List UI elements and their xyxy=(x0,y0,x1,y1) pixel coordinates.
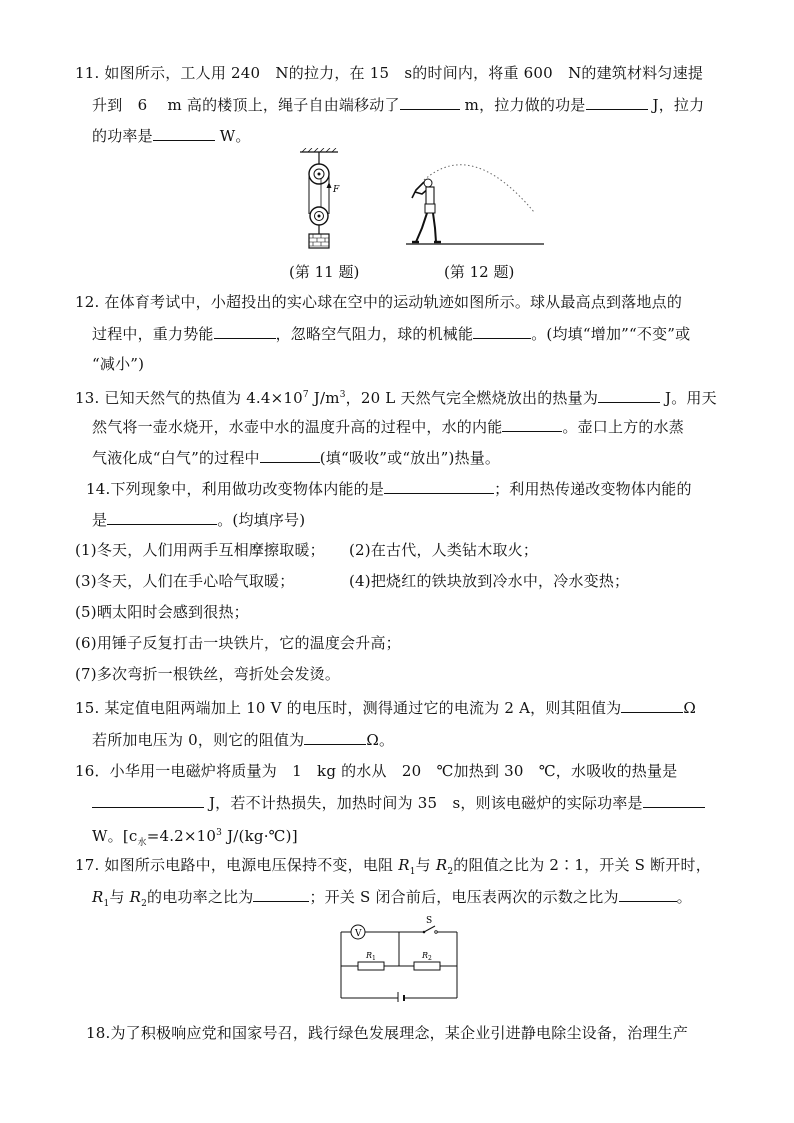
q14-item-4: (4)把烧红的铁块放到冷水中，冷水变热； xyxy=(349,572,630,590)
q12-line2 xyxy=(92,323,690,344)
circuit-diagram xyxy=(336,916,462,1002)
q17-r2-symbol: R xyxy=(435,856,448,874)
q13-line1-text-d: J。用天 xyxy=(660,389,717,407)
q15-line1-unit: Ω xyxy=(683,699,697,717)
q11-line2 xyxy=(92,94,704,115)
q14-item-6: (6)用锤子反复打击一块铁片，它的温度会升高； xyxy=(75,634,401,652)
q11-line3-text-a: 的功率是 xyxy=(92,127,153,145)
q13-exp-7: 7 xyxy=(302,390,309,400)
q14-item-5: (5)晒太阳时会感到很热； xyxy=(75,603,249,621)
q17-line2-text-c: ；开关 S 闭合前后，电压表两次的示数之比为 xyxy=(309,888,619,906)
q17-line2-r1-sub: 1 xyxy=(103,899,110,909)
q15-line2-unit: Ω。 xyxy=(366,731,395,749)
q13-blank-internal-energy[interactable] xyxy=(502,416,562,432)
q15-blank-resistance-zero[interactable] xyxy=(304,729,366,745)
q11-line2-text-b: m，拉力做的功是 xyxy=(459,96,586,114)
force-label: F xyxy=(333,185,340,195)
q17-r1-sub: 1 xyxy=(409,867,416,877)
q13-blank-heat[interactable] xyxy=(598,387,660,403)
q13-line2 xyxy=(92,416,684,437)
pulley-figure xyxy=(298,148,348,252)
q16-line2-text-a: J，若不计热损失，加热时间为 35 s，则该电磁炉的实际功率是 xyxy=(204,794,643,812)
q12-line2-text-c: 。(均填“增加”“不变”或 xyxy=(531,325,691,343)
q17-blank-voltage-ratio[interactable] xyxy=(619,886,677,902)
q11-line3 xyxy=(92,125,251,146)
figure-12-caption: (第 12 题) xyxy=(444,263,515,281)
q14-blank-work[interactable] xyxy=(384,478,494,494)
q14-line1-text-a: 14.下列现象中，利用做功改变物体内能的是 xyxy=(86,480,385,498)
q16-line1: 16．小华用一电磁炉将质量为 1 kg 的水从 20 ℃加热到 30 ℃，水吸收的热量是 xyxy=(75,762,678,780)
q16-line3-text-b: =4.2×10 xyxy=(146,827,217,845)
q14-item-2: (2)在古代，人类钻木取火； xyxy=(349,541,539,559)
q11-line3-text-b: W。 xyxy=(214,127,251,145)
q12-line2-text-a: 过程中，重力势能 xyxy=(92,325,214,343)
q11-blank-work[interactable] xyxy=(586,94,648,110)
q12-blank-mechanical-energy[interactable] xyxy=(473,323,531,339)
q11-line2-text-c: J，拉力 xyxy=(647,96,705,114)
q15-line2 xyxy=(92,729,394,750)
q17-line2-r1-symbol: R xyxy=(92,888,104,906)
q17-line1-text-c: 的阻值之比为 2∶1，开关 S 断开时， xyxy=(453,856,711,874)
q16-sub-water: 水 xyxy=(137,838,147,848)
q14-item-3: (3)冬天，人们在手心哈气取暖； xyxy=(75,572,295,590)
q14-line2 xyxy=(92,509,305,530)
q17-line2-r2-symbol: R xyxy=(129,888,142,906)
voltmeter-symbol: V xyxy=(355,929,362,939)
q14-line2-text-b: 。(均填序号) xyxy=(217,511,306,529)
q12-line2-text-b: ，忽略空气阻力，球的机械能 xyxy=(275,325,474,343)
switch-label: S xyxy=(426,916,433,926)
q16-blank-power[interactable] xyxy=(643,792,705,808)
q11-line1: 11. 如图所示，工人用 240 N的拉力，在 15 s的时间内，将重 600 N的建筑材料匀速提 xyxy=(75,64,704,82)
q13-line1-text-a: 13. 已知天然气的热值为 4.4×10 xyxy=(75,389,303,407)
q16-line3-text-c: J/(kg·℃)] xyxy=(222,827,298,845)
q16-line3-text-a: W。[c xyxy=(92,827,138,845)
q16-line2 xyxy=(92,792,705,813)
q12-blank-potential-energy[interactable] xyxy=(214,323,276,339)
q13-line1-text-c: ，20 L 天然气完全燃烧放出的热量为 xyxy=(345,389,599,407)
q14-line2-text-a: 是 xyxy=(92,511,108,529)
q17-line2-r2-sub: 2 xyxy=(141,899,148,909)
q14-line1 xyxy=(86,478,692,499)
q17-line2-text-d: 。 xyxy=(676,888,692,906)
q13-line3-text-b: (填“吸收”或“放出”)热量。 xyxy=(319,449,501,467)
q12-line1: 12. 在体育考试中，小超投出的实心球在空中的运动轨迹如图所示。球从最高点到落地点的 xyxy=(75,293,683,311)
q13-blank-absorb-release[interactable] xyxy=(260,447,320,463)
q15-blank-resistance[interactable] xyxy=(621,697,683,713)
q17-line2 xyxy=(92,886,692,914)
q17-line1-text-a: 17. 如图所示电路中，电源电压保持不变，电阻 xyxy=(75,856,399,874)
q14-blank-heat-transfer[interactable] xyxy=(107,509,217,525)
q17-r2-sub: 2 xyxy=(447,867,454,877)
r1-label-sub: 1 xyxy=(372,955,376,962)
q14-line1-text-b: ；利用热传递改变物体内能的 xyxy=(494,480,692,498)
q13-line3-text-a: 气液化成“白气”的过程中 xyxy=(92,449,260,467)
r1-label: R xyxy=(366,951,373,960)
q17-line2-text-a: 与 xyxy=(109,888,130,906)
q17-line1-text-b: 与 xyxy=(415,856,436,874)
q14-item-1: (1)冬天，人们用两手互相摩擦取暖； xyxy=(75,541,325,559)
q14-item-7: (7)多次弯折一根铁丝，弯折处会发烫。 xyxy=(75,665,341,683)
q13-line1 xyxy=(75,385,717,408)
figure-11-caption: (第 11 题) xyxy=(289,263,360,281)
q11-line2-text-a: 升到 6 m 高的楼顶上，绳子自由端移动了 xyxy=(92,96,400,114)
q16-line3 xyxy=(92,823,298,853)
q13-line2-text-a: 然气将一壶水烧开，水壶中水的温度升高的过程中，水的内能 xyxy=(92,418,503,436)
throw-trajectory-figure xyxy=(402,152,548,250)
q13-exp-3: 3 xyxy=(339,390,346,400)
q16-exp-3: 3 xyxy=(216,828,223,838)
q17-line2-text-b: 的电功率之比为 xyxy=(147,888,254,906)
q17-r1-symbol: R xyxy=(398,856,410,874)
q12-line3: “减小”) xyxy=(92,355,145,373)
q17-blank-power-ratio[interactable] xyxy=(253,886,309,902)
q15-line2-text-a: 若所加电压为 0，则它的阻值为 xyxy=(92,731,305,749)
q13-line1-unit: J/m xyxy=(308,389,340,407)
q11-blank-power[interactable] xyxy=(153,125,215,141)
r2-label-sub: 2 xyxy=(428,955,432,962)
q18-line1: 18.为了积极响应党和国家号召，践行绿色发展理念，某企业引进静电除尘设备，治理生产 xyxy=(86,1024,689,1042)
r2-label: R xyxy=(422,951,429,960)
q16-blank-heat[interactable] xyxy=(92,792,204,808)
q17-line1 xyxy=(75,855,711,882)
q15-line1 xyxy=(75,697,696,718)
q13-line2-text-b: 。壶口上方的水蒸 xyxy=(562,418,685,436)
q15-line1-text-a: 15. 某定值电阻两端加上 10 V 的电压时，测得通过它的电流为 2 A，则其阻值为 xyxy=(75,699,622,717)
q11-blank-distance[interactable] xyxy=(400,94,460,110)
q13-line3 xyxy=(92,447,500,468)
